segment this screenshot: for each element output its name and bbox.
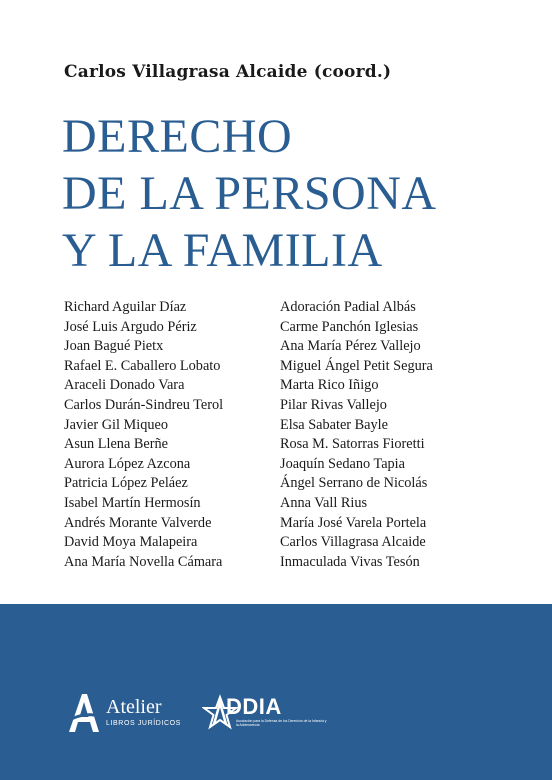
authors-list-right [280, 298, 433, 572]
author-name: María José Varela Portela [280, 514, 427, 531]
title-line: DE LA PERSONA [62, 167, 437, 220]
author-name: Anna Vall Rius [280, 494, 368, 511]
publisher-name: Atelier [106, 696, 162, 718]
author-name: Andrés Morante Valverde [64, 514, 212, 531]
author-name: Carlos Durán-Sindreu Terol [64, 396, 224, 413]
author-name: Adoración Padial Albás [280, 299, 416, 315]
author-name: Ana María Novella Cámara [64, 553, 223, 570]
authors-list-left [64, 298, 223, 572]
book-title [62, 108, 437, 279]
author-name: Richard Aguilar Díaz [64, 299, 187, 315]
author-name: Rosa M. Satorras Fioretti [280, 436, 425, 453]
publisher-subtitle: LIBROS JURÍDICOS [106, 720, 181, 727]
author-name: Isabel Martín Hermosín [64, 494, 201, 511]
editor-name: Carlos Villagrasa Alcaide (coord.) [64, 62, 392, 82]
author-name: Carme Panchón Iglesias [280, 318, 419, 335]
author-name: Miguel Ángel Petit Segura [280, 357, 433, 374]
author-name: Aurora López Azcona [64, 455, 191, 472]
author-name: Inmaculada Vivas Tesón [280, 553, 420, 570]
title-line: Y LA FAMILIA [62, 224, 383, 277]
author-name: Patricia López Peláez [64, 475, 188, 492]
author-name: Asun Llena Berñe [64, 436, 169, 453]
author-name: Joan Bagué Pietx [64, 338, 164, 355]
author-name: Joaquín Sedano Tapia [280, 455, 405, 472]
author-name: Ana María Pérez Vallejo [280, 338, 421, 355]
author-name: Ángel Serrano de Nicolás [280, 475, 428, 492]
association-name: DDIA [226, 694, 282, 719]
author-name: José Luis Argudo Périz [64, 318, 197, 335]
author-name: Carlos Villagrasa Alcaide [280, 534, 426, 551]
addia-logo [202, 694, 332, 730]
atelier-logo [66, 690, 186, 734]
author-name: Pilar Rivas Vallejo [280, 396, 387, 413]
author-name: Rafael E. Caballero Lobato [64, 357, 221, 374]
author-name: Marta Rico Iñigo [280, 377, 379, 394]
author-name: Javier Gil Miqueo [64, 416, 169, 433]
author-name: Araceli Donado Vara [64, 377, 185, 394]
author-name: David Moya Malapeira [64, 534, 198, 551]
association-tagline: Asociación para la Defensa de los Derechos de la Infancia y la Adolescencia [236, 719, 327, 728]
author-name: Elsa Sabater Bayle [280, 416, 388, 433]
title-line: DERECHO [62, 110, 293, 163]
atelier-a-logo-icon [66, 690, 102, 734]
